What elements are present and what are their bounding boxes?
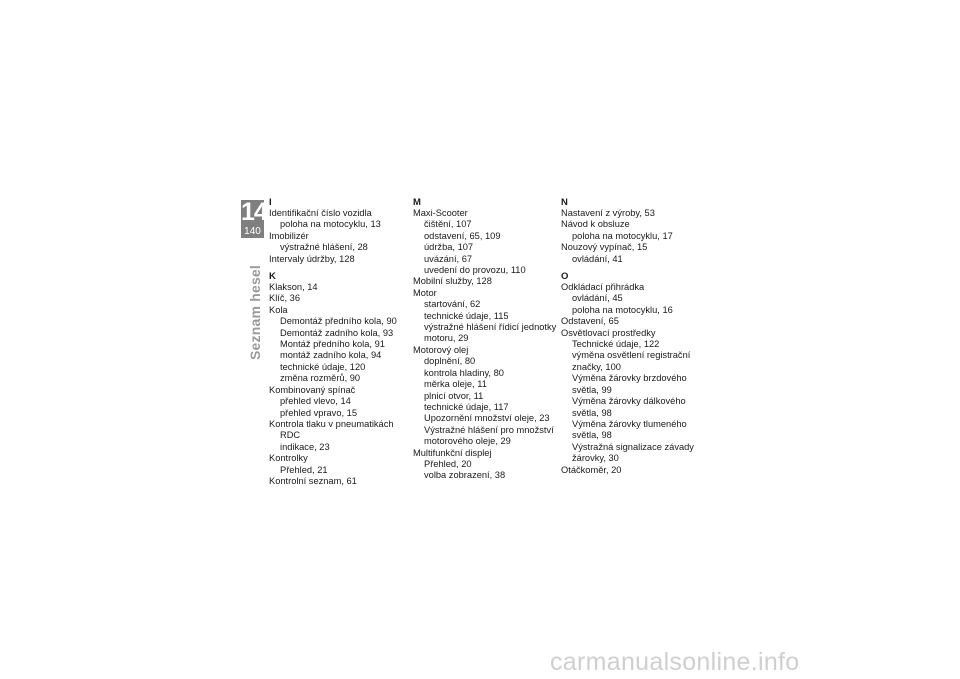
index-entry: Multifunkční displej — [413, 447, 492, 458]
index-subentry: RDC — [280, 430, 301, 441]
index-entry: Kombinovaný spínač — [269, 384, 356, 395]
page-number: 140 — [244, 226, 261, 237]
index-subentry: změna rozměrů, 90 — [280, 373, 361, 384]
index-subentry: světla, 98 — [572, 430, 612, 441]
index-subentry: výměna osvětlení registrační — [572, 350, 691, 361]
index-subentry: měrka oleje, 11 — [424, 379, 487, 390]
index-subentry: motoru, 29 — [424, 333, 469, 344]
index-subentry: výstražné hlášení, 28 — [280, 242, 368, 253]
index-subentry: kontrola hladiny, 80 — [424, 367, 504, 378]
index-entry: Odkládací přihrádka — [561, 282, 645, 293]
index-subentry: uvázání, 67 — [424, 253, 473, 264]
index-entry: Motorový olej — [413, 344, 469, 355]
index-subentry: indikace, 23 — [280, 441, 330, 452]
index-entry: Kontrolní seznam, 61 — [269, 475, 357, 486]
index-subentry: montáž zadního kola, 94 — [280, 350, 382, 361]
index-subentry: čištění, 107 — [424, 219, 472, 230]
index-subentry: technické údaje, 117 — [424, 401, 509, 412]
watermark: carmanualsonline.info — [550, 648, 800, 676]
index-entry: Maxi-Scooter — [413, 208, 468, 218]
index-column-3 — [561, 198, 711, 476]
index-column-1 — [269, 198, 419, 487]
index-letter: O — [561, 271, 569, 283]
index-entry: Kontrolky — [269, 453, 308, 464]
index-subentry: Výstražná signalizace závady — [572, 441, 694, 452]
index-subentry: značky, 100 — [572, 361, 621, 372]
index-subentry: poloha na motocyklu, 13 — [280, 219, 381, 230]
index-entry: Intervaly údržby, 128 — [269, 253, 355, 264]
index-subentry: Technické údaje, 122 — [572, 339, 660, 350]
index-subentry: poloha na motocyklu, 16 — [572, 304, 673, 315]
side-title: Seznam hesel — [247, 265, 263, 360]
index-subentry: přehled vpravo, 15 — [280, 407, 358, 418]
index-subentry: ovládání, 45 — [572, 293, 623, 304]
index-letter: N — [561, 197, 568, 208]
index-letter: K — [269, 271, 276, 283]
index-subentry: Přehled, 21 — [280, 464, 328, 475]
index-subentry: poloha na motocyklu, 17 — [572, 230, 673, 241]
index-subentry: světla, 98 — [572, 407, 612, 418]
index-subentry: žárovky, 30 — [572, 453, 619, 464]
index-entry: Nouzový vypínač, 15 — [561, 242, 648, 253]
index-entry: Identifikační číslo vozidla — [269, 208, 372, 218]
index-subentry: údržba, 107 — [424, 242, 474, 253]
index-subentry: výstražné hlášení řídicí jednotky — [424, 322, 557, 333]
index-subentry: doplnění, 80 — [424, 356, 476, 367]
index-subentry: uvedení do provozu, 110 — [424, 265, 526, 276]
index-subentry: ovládání, 41 — [572, 253, 623, 264]
index-subentry: Výměna žárovky brzdového — [572, 373, 687, 384]
index-entry: Návod k obsluze — [561, 219, 630, 230]
index-letter: I — [269, 197, 272, 208]
index-subentry: Demontáž zadního kola, 93 — [280, 327, 394, 338]
index-entry: Kola — [269, 304, 288, 315]
index-subentry: Výměna žárovky tlumeného — [572, 418, 687, 429]
index-subentry: technické údaje, 115 — [424, 310, 509, 321]
chapter-number: 14 — [241, 198, 267, 226]
index-entry: Imobilizér — [269, 230, 309, 241]
index-entry: Motor — [413, 287, 437, 298]
index-subentry: technické údaje, 120 — [280, 361, 366, 372]
index-entry: Odstavení, 65 — [561, 316, 619, 327]
index-subentry: Montáž předního kola, 91 — [280, 339, 385, 350]
index-subentry: startování, 62 — [424, 299, 481, 310]
index-subentry: plnicí otvor, 11 — [424, 390, 484, 401]
index-entry: Nastavení z výroby, 53 — [561, 208, 655, 218]
index-subentry: Výstražné hlášení pro množství — [424, 424, 554, 435]
index-entry: Klakson, 14 — [269, 282, 318, 293]
index-subentry: Demontáž předního kola, 90 — [280, 316, 397, 327]
index-entry: Mobilní služby, 128 — [413, 276, 492, 287]
index-entry: Otáčkoměr, 20 — [561, 464, 622, 475]
index-entry: Klíč, 36 — [269, 293, 301, 304]
index-entry: Kontrola tlaku v pneumatikách — [269, 418, 394, 429]
index-entry: Osvětlovací prostředky — [561, 327, 656, 338]
index-subentry: přehled vlevo, 14 — [280, 396, 351, 407]
index-subentry: motorového oleje, 29 — [424, 436, 511, 447]
index-subentry: volba zobrazení, 38 — [424, 470, 506, 481]
index-subentry: odstavení, 65, 109 — [424, 230, 501, 241]
index-column-2 — [413, 198, 563, 482]
index-subentry: Upozornění množství oleje, 23 — [424, 413, 550, 424]
index-subentry: Výměna žárovky dálkového — [572, 396, 686, 407]
index-subentry: světla, 99 — [572, 384, 612, 395]
index-subentry: Přehled, 20 — [424, 458, 472, 469]
index-letter: M — [413, 197, 421, 208]
